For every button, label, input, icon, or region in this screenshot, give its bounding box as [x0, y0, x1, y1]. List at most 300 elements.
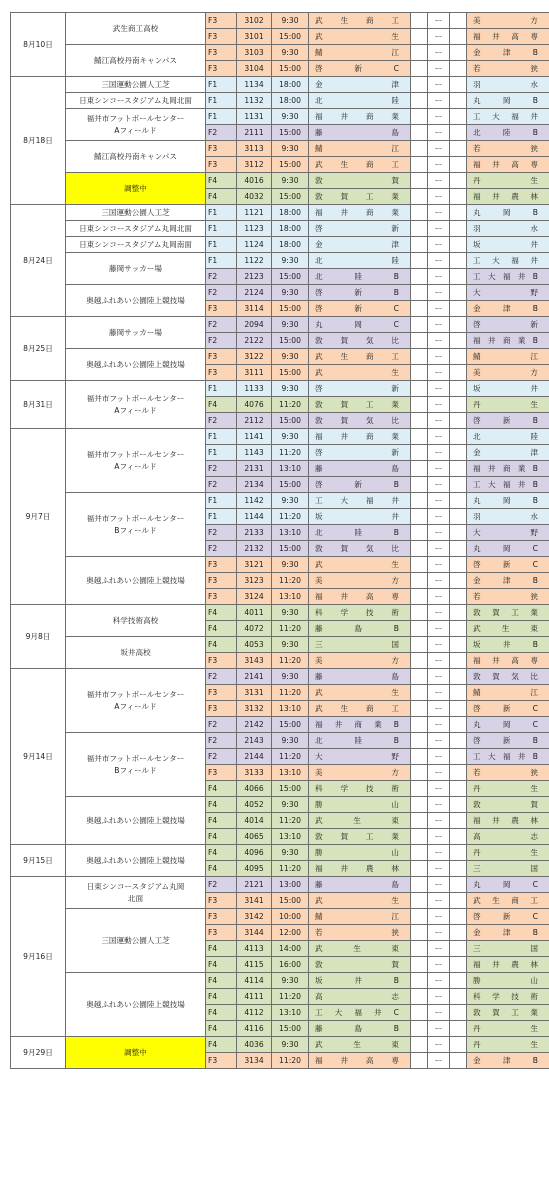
score-away-cell: [450, 589, 467, 605]
division-code: F4: [206, 1005, 237, 1021]
home-team: 大野: [309, 749, 411, 765]
home-team: 若狭: [309, 925, 411, 941]
kickoff-time: 15:00: [272, 157, 309, 173]
division-code: F1: [206, 237, 237, 253]
home-team: 福井高専: [309, 1053, 411, 1069]
versus-dash: ー: [428, 957, 450, 973]
venue-name: 日東シンコースタジアム丸岡北面: [66, 93, 206, 109]
division-code: F2: [206, 333, 237, 349]
score-away-cell: [450, 733, 467, 749]
away-team: 丸岡C: [467, 541, 549, 557]
score-away-cell: [450, 669, 467, 685]
versus-dash: ー: [428, 253, 450, 269]
kickoff-time: 15:00: [272, 333, 309, 349]
score-home-cell: [411, 669, 428, 685]
versus-dash: ー: [428, 813, 450, 829]
away-team: 敦賀気比: [467, 669, 549, 685]
division-code: F3: [206, 349, 237, 365]
division-code: F2: [206, 877, 237, 893]
division-code: F2: [206, 413, 237, 429]
home-team: 鯖江: [309, 909, 411, 925]
home-team: 敦賀気比: [309, 413, 411, 429]
division-code: F2: [206, 285, 237, 301]
kickoff-time: 10:00: [272, 909, 309, 925]
match-number: 4032: [237, 189, 272, 205]
match-number: 4014: [237, 813, 272, 829]
score-away-cell: [450, 717, 467, 733]
venue-name: 奥越ふれあい公園陸上競技場: [66, 797, 206, 845]
venue-name: 奥越ふれあい公園陸上競技場: [66, 349, 206, 381]
score-home-cell: [411, 525, 428, 541]
away-team: 北陸: [467, 429, 549, 445]
match-date: 9月7日: [11, 429, 66, 605]
home-team: 武生: [309, 29, 411, 45]
division-code: F4: [206, 781, 237, 797]
kickoff-time: 15:00: [272, 189, 309, 205]
score-home-cell: [411, 317, 428, 333]
match-number: 2132: [237, 541, 272, 557]
score-home-cell: [411, 717, 428, 733]
home-team: 武生商工: [309, 157, 411, 173]
away-team: 坂井: [467, 237, 549, 253]
kickoff-time: 11:20: [272, 397, 309, 413]
score-home-cell: [411, 1037, 428, 1053]
division-code: F4: [206, 1021, 237, 1037]
versus-dash: ー: [428, 877, 450, 893]
away-team: 丹生: [467, 173, 549, 189]
match-row: [11, 733, 549, 749]
home-team: 鯖江: [309, 45, 411, 61]
home-team: 鯖江: [309, 141, 411, 157]
kickoff-time: 15:00: [272, 413, 309, 429]
kickoff-time: 9:30: [272, 637, 309, 653]
home-team: 丸岡C: [309, 317, 411, 333]
match-number: 4113: [237, 941, 272, 957]
division-code: F3: [206, 301, 237, 317]
match-number: 1132: [237, 93, 272, 109]
kickoff-time: 11:20: [272, 749, 309, 765]
division-code: F2: [206, 717, 237, 733]
score-away-cell: [450, 445, 467, 461]
division-code: F4: [206, 397, 237, 413]
versus-dash: ー: [428, 205, 450, 221]
away-team: 啓新B: [467, 733, 549, 749]
versus-dash: ー: [428, 461, 450, 477]
away-team: 福井農林: [467, 813, 549, 829]
versus-dash: ー: [428, 269, 450, 285]
kickoff-time: 15:00: [272, 125, 309, 141]
score-away-cell: [450, 621, 467, 637]
score-away-cell: [450, 973, 467, 989]
away-team: 若狭: [467, 589, 549, 605]
kickoff-time: 11:20: [272, 653, 309, 669]
venue-name: 日東シンコースタジアム丸岡南面: [66, 237, 206, 253]
score-home-cell: [411, 589, 428, 605]
home-team: 武生: [309, 365, 411, 381]
away-team: 工大福井B: [467, 477, 549, 493]
versus-dash: ー: [428, 13, 450, 29]
score-away-cell: [450, 909, 467, 925]
match-number: 2123: [237, 269, 272, 285]
versus-dash: ー: [428, 317, 450, 333]
score-home-cell: [411, 141, 428, 157]
venue-name: 調整中: [66, 1037, 206, 1069]
division-code: F3: [206, 685, 237, 701]
away-team: 金津B: [467, 301, 549, 317]
division-code: F3: [206, 365, 237, 381]
versus-dash: ー: [428, 445, 450, 461]
score-home-cell: [411, 685, 428, 701]
home-team: 敦賀: [309, 957, 411, 973]
kickoff-time: 15:00: [272, 365, 309, 381]
home-team: 高志: [309, 989, 411, 1005]
kickoff-time: 9:30: [272, 493, 309, 509]
score-home-cell: [411, 77, 428, 93]
kickoff-time: 15:00: [272, 61, 309, 77]
versus-dash: ー: [428, 797, 450, 813]
score-home-cell: [411, 893, 428, 909]
venue-name: 三国運動公園人工芝: [66, 77, 206, 93]
versus-dash: ー: [428, 221, 450, 237]
score-home-cell: [411, 797, 428, 813]
home-team: 美方: [309, 653, 411, 669]
division-code: F1: [206, 77, 237, 93]
score-away-cell: [450, 557, 467, 573]
division-code: F1: [206, 509, 237, 525]
away-team: 丸岡B: [467, 93, 549, 109]
match-number: 1133: [237, 381, 272, 397]
score-away-cell: [450, 173, 467, 189]
score-away-cell: [450, 397, 467, 413]
home-team: 敦賀: [309, 173, 411, 189]
kickoff-time: 18:00: [272, 93, 309, 109]
match-number: 4112: [237, 1005, 272, 1021]
match-row: [11, 493, 549, 509]
versus-dash: ー: [428, 1037, 450, 1053]
home-team: 金津: [309, 77, 411, 93]
division-code: F3: [206, 45, 237, 61]
away-team: 丸岡C: [467, 877, 549, 893]
versus-dash: ー: [428, 1005, 450, 1021]
match-number: 3131: [237, 685, 272, 701]
away-team: 金津: [467, 445, 549, 461]
away-team: 工大福井B: [467, 749, 549, 765]
match-number: 3111: [237, 365, 272, 381]
away-team: 福井高専: [467, 29, 549, 45]
match-row: [11, 317, 549, 333]
match-row: [11, 221, 549, 237]
home-team: 勝山: [309, 845, 411, 861]
score-home-cell: [411, 493, 428, 509]
division-code: F1: [206, 221, 237, 237]
kickoff-time: 9:30: [272, 317, 309, 333]
match-number: 1121: [237, 205, 272, 221]
match-number: 4066: [237, 781, 272, 797]
home-team: 坂井B: [309, 973, 411, 989]
score-away-cell: [450, 269, 467, 285]
match-number: 4065: [237, 829, 272, 845]
division-code: F4: [206, 173, 237, 189]
match-number: 4016: [237, 173, 272, 189]
venue-name: 鯖江高校丹南キャンパス: [66, 45, 206, 77]
away-team: 福井農林: [467, 957, 549, 973]
match-row: [11, 45, 549, 61]
score-away-cell: [450, 701, 467, 717]
away-team: 三国: [467, 941, 549, 957]
venue-name: 福井市フットボールセンター Bフィールド: [66, 733, 206, 797]
kickoff-time: 11:20: [272, 509, 309, 525]
match-number: 3112: [237, 157, 272, 173]
versus-dash: ー: [428, 733, 450, 749]
match-number: 1141: [237, 429, 272, 445]
away-team: 大野: [467, 525, 549, 541]
away-team: 武生商工: [467, 893, 549, 909]
away-team: 丹生: [467, 781, 549, 797]
away-team: 敦賀: [467, 797, 549, 813]
kickoff-time: 9:30: [272, 797, 309, 813]
match-number: 2141: [237, 669, 272, 685]
score-away-cell: [450, 157, 467, 173]
match-number: 4116: [237, 1021, 272, 1037]
versus-dash: ー: [428, 413, 450, 429]
away-team: 武生東: [467, 621, 549, 637]
home-team: 美方: [309, 573, 411, 589]
score-away-cell: [450, 509, 467, 525]
home-team: 武生商工: [309, 349, 411, 365]
versus-dash: ー: [428, 669, 450, 685]
versus-dash: ー: [428, 61, 450, 77]
home-team: 藤島: [309, 125, 411, 141]
score-home-cell: [411, 701, 428, 717]
score-home-cell: [411, 477, 428, 493]
division-code: F4: [206, 845, 237, 861]
score-home-cell: [411, 557, 428, 573]
score-away-cell: [450, 525, 467, 541]
match-number: 2133: [237, 525, 272, 541]
away-team: 若狭: [467, 141, 549, 157]
score-away-cell: [450, 429, 467, 445]
versus-dash: ー: [428, 781, 450, 797]
match-number: 2094: [237, 317, 272, 333]
score-home-cell: [411, 61, 428, 77]
home-team: 北陸B: [309, 733, 411, 749]
division-code: F4: [206, 973, 237, 989]
away-team: 勝山: [467, 973, 549, 989]
division-code: F1: [206, 93, 237, 109]
kickoff-time: 13:10: [272, 829, 309, 845]
home-team: 武生東: [309, 941, 411, 957]
away-team: 坂井B: [467, 637, 549, 653]
match-row: [11, 237, 549, 253]
kickoff-time: 15:00: [272, 29, 309, 45]
score-home-cell: [411, 621, 428, 637]
score-home-cell: [411, 365, 428, 381]
score-home-cell: [411, 285, 428, 301]
match-row: [11, 141, 549, 157]
home-team: 三国: [309, 637, 411, 653]
versus-dash: ー: [428, 717, 450, 733]
home-team: 勝山: [309, 797, 411, 813]
match-number: 4072: [237, 621, 272, 637]
division-code: F2: [206, 541, 237, 557]
home-team: 北陸B: [309, 269, 411, 285]
venue-name: 日東シンコースタジアム丸岡北面: [66, 221, 206, 237]
division-code: F2: [206, 461, 237, 477]
versus-dash: ー: [428, 845, 450, 861]
match-date: 8月10日: [11, 13, 66, 77]
kickoff-time: 13:10: [272, 525, 309, 541]
venue-name: 科学技術高校: [66, 605, 206, 637]
score-away-cell: [450, 765, 467, 781]
score-away-cell: [450, 125, 467, 141]
match-row: [11, 637, 549, 653]
score-away-cell: [450, 605, 467, 621]
away-team: 丸岡B: [467, 205, 549, 221]
versus-dash: ー: [428, 541, 450, 557]
venue-name: 奥越ふれあい公園陸上競技場: [66, 973, 206, 1037]
venue-name: 奥越ふれあい公園陸上競技場: [66, 285, 206, 317]
kickoff-time: 9:30: [272, 381, 309, 397]
home-team: 啓新C: [309, 61, 411, 77]
kickoff-time: 18:00: [272, 221, 309, 237]
home-team: 敦賀気比: [309, 541, 411, 557]
match-number: 2122: [237, 333, 272, 349]
division-code: F3: [206, 557, 237, 573]
versus-dash: ー: [428, 141, 450, 157]
versus-dash: ー: [428, 829, 450, 845]
score-home-cell: [411, 205, 428, 221]
score-home-cell: [411, 829, 428, 845]
versus-dash: ー: [428, 909, 450, 925]
home-team: 武生: [309, 685, 411, 701]
venue-name: 奥越ふれあい公園陸上競技場: [66, 845, 206, 877]
home-team: 福井商業B: [309, 717, 411, 733]
kickoff-time: 9:30: [272, 13, 309, 29]
score-home-cell: [411, 173, 428, 189]
division-code: F4: [206, 957, 237, 973]
match-row: [11, 93, 549, 109]
away-team: 啓新B: [467, 413, 549, 429]
match-number: 4115: [237, 957, 272, 973]
score-away-cell: [450, 317, 467, 333]
match-date: 9月8日: [11, 605, 66, 669]
home-team: 美方: [309, 765, 411, 781]
match-number: 2131: [237, 461, 272, 477]
match-date: 9月15日: [11, 845, 66, 877]
match-number: 2112: [237, 413, 272, 429]
score-away-cell: [450, 941, 467, 957]
venue-name: 福井市フットボールセンター Aフィールド: [66, 429, 206, 493]
home-team: 武生商工: [309, 701, 411, 717]
match-number: 3124: [237, 589, 272, 605]
versus-dash: ー: [428, 285, 450, 301]
score-away-cell: [450, 365, 467, 381]
match-number: 2121: [237, 877, 272, 893]
score-home-cell: [411, 573, 428, 589]
away-team: 羽水: [467, 77, 549, 93]
away-team: 敦賀工業: [467, 1005, 549, 1021]
score-away-cell: [450, 1021, 467, 1037]
versus-dash: ー: [428, 77, 450, 93]
home-team: 北陸: [309, 253, 411, 269]
match-number: 1122: [237, 253, 272, 269]
match-row: [11, 557, 549, 573]
kickoff-time: 15:00: [272, 477, 309, 493]
kickoff-time: 9:30: [272, 285, 309, 301]
away-team: 丸岡C: [467, 717, 549, 733]
division-code: F3: [206, 589, 237, 605]
venue-name: 福井市フットボールセンター Aフィールド: [66, 669, 206, 733]
versus-dash: ー: [428, 429, 450, 445]
home-team: 啓新B: [309, 477, 411, 493]
match-row: [11, 605, 549, 621]
division-code: F1: [206, 109, 237, 125]
division-code: F3: [206, 765, 237, 781]
home-team: 金津: [309, 237, 411, 253]
score-away-cell: [450, 653, 467, 669]
kickoff-time: 9:30: [272, 253, 309, 269]
kickoff-time: 16:00: [272, 957, 309, 973]
home-team: 福井商業: [309, 429, 411, 445]
score-away-cell: [450, 253, 467, 269]
match-number: 3122: [237, 349, 272, 365]
match-row: [11, 77, 549, 93]
home-team: 武生: [309, 557, 411, 573]
score-away-cell: [450, 877, 467, 893]
match-row: [11, 909, 549, 925]
score-away-cell: [450, 541, 467, 557]
match-number: 2144: [237, 749, 272, 765]
match-date: 9月14日: [11, 669, 66, 845]
score-away-cell: [450, 61, 467, 77]
versus-dash: ー: [428, 349, 450, 365]
score-away-cell: [450, 77, 467, 93]
away-team: 丹生: [467, 397, 549, 413]
kickoff-time: 9:30: [272, 973, 309, 989]
away-team: 工大福井: [467, 253, 549, 269]
score-away-cell: [450, 93, 467, 109]
away-team: 福井商業B: [467, 461, 549, 477]
home-team: 敦賀工業: [309, 189, 411, 205]
match-date: 8月24日: [11, 205, 66, 317]
match-number: 4096: [237, 845, 272, 861]
match-number: 3123: [237, 573, 272, 589]
kickoff-time: 15:00: [272, 717, 309, 733]
versus-dash: ー: [428, 157, 450, 173]
kickoff-time: 11:20: [272, 445, 309, 461]
versus-dash: ー: [428, 1021, 450, 1037]
score-away-cell: [450, 749, 467, 765]
kickoff-time: 9:30: [272, 349, 309, 365]
versus-dash: ー: [428, 893, 450, 909]
match-number: 4036: [237, 1037, 272, 1053]
match-number: 3144: [237, 925, 272, 941]
versus-dash: ー: [428, 861, 450, 877]
home-team: 科学技術: [309, 781, 411, 797]
score-home-cell: [411, 1021, 428, 1037]
away-team: 啓新C: [467, 909, 549, 925]
match-number: 3121: [237, 557, 272, 573]
match-number: 3104: [237, 61, 272, 77]
match-row: [11, 669, 549, 685]
versus-dash: ー: [428, 925, 450, 941]
kickoff-time: 15:00: [272, 269, 309, 285]
score-away-cell: [450, 221, 467, 237]
division-code: F4: [206, 829, 237, 845]
home-team: 啓新: [309, 445, 411, 461]
home-team: 福井商業: [309, 109, 411, 125]
versus-dash: ー: [428, 557, 450, 573]
